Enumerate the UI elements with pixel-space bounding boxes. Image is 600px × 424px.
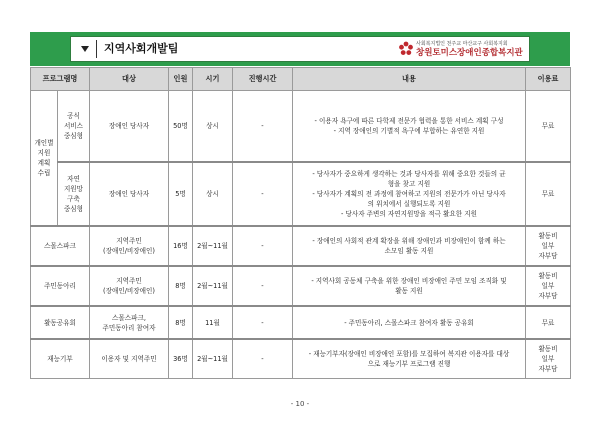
target-cell: 이용자 및 지역주민	[90, 339, 169, 379]
header-count: 인원	[169, 68, 193, 91]
program-name-cell: 스몰스파크	[31, 226, 90, 266]
content-cell: - 주민동아리, 스몰스파크 참여자 활동 공유회	[293, 306, 526, 339]
table-row	[31, 339, 571, 379]
program-table	[30, 67, 571, 379]
target-cell: 스몰스파크, 주민동아리 참여자	[90, 306, 169, 339]
table-row	[31, 226, 571, 266]
table-header-row	[31, 68, 571, 91]
content-cell: - 재능기부자(장애인 비장애인 포함)를 모집하여 복지관 이용자를 대상 으로 재능기부 프로그램 진행	[293, 339, 526, 379]
page-number: - 10 -	[290, 400, 310, 408]
header-period: 시기	[193, 68, 233, 91]
time-cell: -	[233, 226, 293, 266]
program-name-cell: 재능기부	[31, 339, 90, 379]
group-label-cell: 개인별 지원 계획 수립	[31, 91, 58, 227]
table-row	[31, 162, 571, 226]
fee-cell: 활동비 일부 자부담	[526, 339, 571, 379]
table-row	[31, 91, 571, 163]
program-name-cell: 주민동아리	[31, 266, 90, 306]
count-cell: 5명	[169, 162, 193, 226]
title-divider	[96, 40, 97, 58]
table-row	[31, 306, 571, 339]
target-cell: 장애인 당사자	[90, 91, 169, 163]
header-fee: 이용료	[526, 68, 571, 91]
content-cell: - 장애인의 사회적 관계 확장을 위해 장애인과 비장애인이 함께 하는 소모임 활동 지원	[293, 226, 526, 266]
time-cell: -	[233, 339, 293, 379]
header-program: 프로그램명	[31, 68, 90, 91]
period-cell: 11월	[193, 306, 233, 339]
count-cell: 8명	[169, 306, 193, 339]
target-cell: 지역주민 (장애인/비장애인)	[90, 226, 169, 266]
content-cell: - 지역사회 공동체 구축을 위한 장애인 비장애인 주민 모임 조직화 및 활동 지원	[293, 266, 526, 306]
header-time: 진행시간	[233, 68, 293, 91]
organization-logo	[398, 39, 530, 59]
content-cell: - 당사자가 중요하게 생각하는 것과 당사자를 위해 중요한 것들의 균 형을 찾고 지원 - 당사자가 계획의 전 과정에 참여하고 지원의 전문가가 아닌 당사자 의 위치에서 실행되도록 지원 - 당사자 주변의 자연지원망을 적극 활요한 지원	[293, 162, 526, 226]
count-cell: 16명	[169, 226, 193, 266]
logo-name: 창원토미스장애인종합복지관	[416, 48, 523, 58]
time-cell: -	[233, 91, 293, 163]
period-cell: 2월~11월	[193, 339, 233, 379]
target-cell: 지역주민 (장애인/비장애인)	[90, 266, 169, 306]
period-cell: 상시	[193, 162, 233, 226]
period-cell: 2월~11월	[193, 226, 233, 266]
count-cell: 8명	[169, 266, 193, 306]
count-cell: 36명	[169, 339, 193, 379]
subprogram-cell: 공식 서비스 중심형	[58, 91, 90, 163]
period-cell: 상시	[193, 91, 233, 163]
section-title: 지역사회개발팀	[104, 42, 179, 55]
time-cell: -	[233, 162, 293, 226]
fee-cell: 무료	[526, 91, 571, 163]
content-cell: - 이용자 욕구에 따른 다학제 전문가 협력을 통한 서비스 계획 구성 - 지역 장애인의 기별적 욕구에 부합하는 유연한 지원	[293, 91, 526, 163]
period-cell: 2월~11월	[193, 266, 233, 306]
logo-subtext: 사회복지법인 천주교 마산교구 사회복지회	[416, 41, 508, 47]
fee-cell: 무료	[526, 306, 571, 339]
header-content: 내용	[293, 68, 526, 91]
count-cell: 50명	[169, 91, 193, 163]
time-cell: -	[233, 306, 293, 339]
fee-cell: 활동비 일부 자부담	[526, 226, 571, 266]
target-cell: 장애인 당사자	[90, 162, 169, 226]
table-row	[31, 266, 571, 306]
triangle-down-icon	[81, 46, 89, 52]
fee-cell: 무료	[526, 162, 571, 226]
subprogram-cell: 자연 지원망 구축 중심형	[58, 162, 90, 226]
program-name-cell: 활동공유회	[31, 306, 90, 339]
fee-cell: 활동비 일부 자부담	[526, 266, 571, 306]
header-target: 대상	[90, 68, 169, 91]
time-cell: -	[233, 266, 293, 306]
flower-logo-icon	[398, 41, 414, 57]
